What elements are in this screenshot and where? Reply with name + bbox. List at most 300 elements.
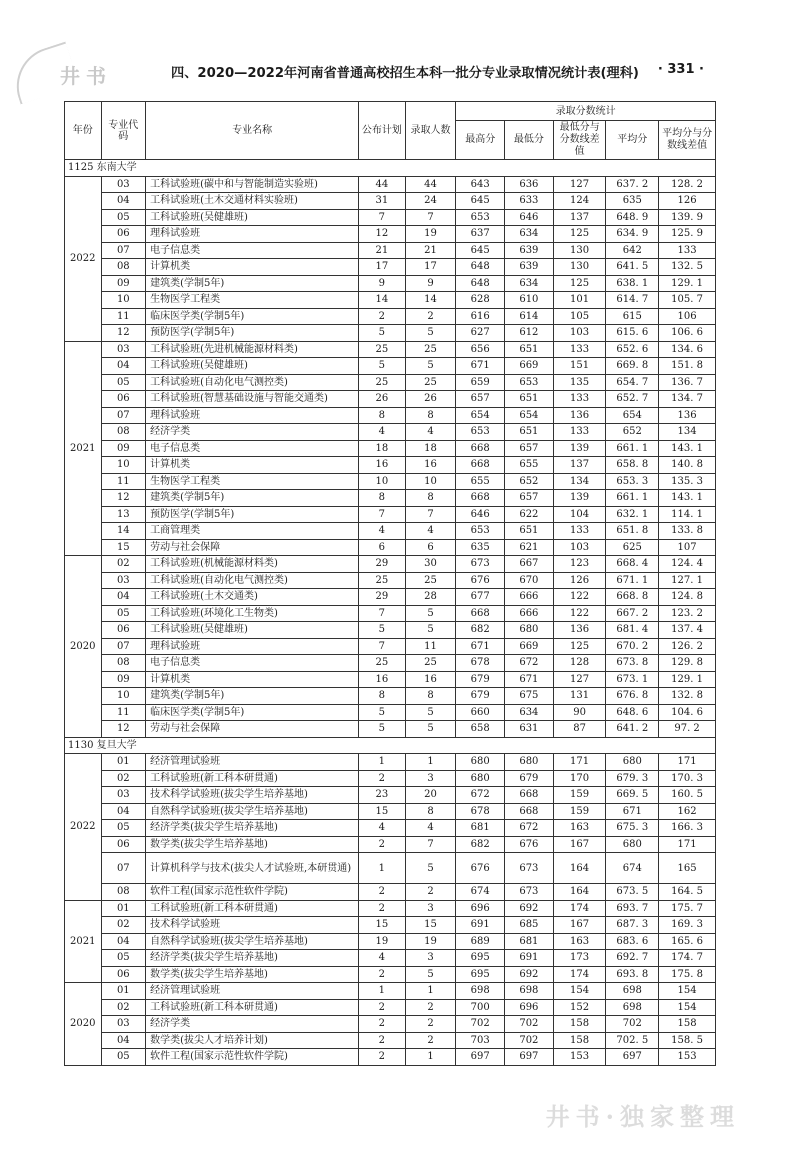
major-name-cell: 经济学类(拔尖学生培养基地) <box>146 820 359 837</box>
col-plan-header: 公布计划 <box>359 102 406 160</box>
max-score-cell: 682 <box>456 836 505 853</box>
col-score-group-header: 录取分数统计 <box>456 102 716 121</box>
table-row <box>65 523 716 540</box>
table-row <box>65 424 716 441</box>
major-code-cell: 08 <box>101 259 146 276</box>
max-score-cell: 697 <box>456 1049 505 1066</box>
avg-score-cell: 702 <box>606 1016 659 1033</box>
year-cell: 2022 <box>65 754 102 901</box>
major-name-cell: 劳动与社会保障 <box>146 539 359 556</box>
publisher-logo <box>12 56 122 96</box>
major-name-cell: 软件工程(国家示范性软件学院) <box>146 1049 359 1066</box>
avg-score-cell: 680 <box>606 754 659 771</box>
min-diff-cell: 139 <box>553 490 606 507</box>
avg-diff-cell: 107 <box>659 539 716 556</box>
avg-score-cell: 669. 5 <box>606 787 659 804</box>
min-score-cell: 634 <box>505 704 554 721</box>
avg-score-cell: 671. 1 <box>606 572 659 589</box>
min-diff-cell: 105 <box>553 308 606 325</box>
max-score-cell: 677 <box>456 589 505 606</box>
major-name-cell: 工科试验班(环境化工生物类) <box>146 605 359 622</box>
table-row <box>65 853 716 884</box>
table-row <box>65 1016 716 1033</box>
major-name-cell: 工科试验班(自动化电气测控类) <box>146 572 359 589</box>
plan-cell: 2 <box>359 900 406 917</box>
admitted-cell: 8 <box>405 490 456 507</box>
plan-cell: 8 <box>359 407 406 424</box>
avg-score-cell: 658. 8 <box>606 457 659 474</box>
admitted-cell: 1 <box>405 754 456 771</box>
min-diff-cell: 125 <box>553 226 606 243</box>
major-name-cell: 计算机类 <box>146 671 359 688</box>
min-score-cell: 646 <box>505 209 554 226</box>
plan-cell: 21 <box>359 242 406 259</box>
major-name-cell: 理科试验班 <box>146 226 359 243</box>
admitted-cell: 25 <box>405 341 456 358</box>
avg-score-cell: 648. 6 <box>606 704 659 721</box>
plan-cell: 2 <box>359 884 406 901</box>
avg-diff-cell: 132. 8 <box>659 688 716 705</box>
min-score-cell: 667 <box>505 556 554 573</box>
min-score-cell: 639 <box>505 242 554 259</box>
avg-diff-cell: 127. 1 <box>659 572 716 589</box>
table-row <box>65 242 716 259</box>
admitted-cell: 7 <box>405 506 456 523</box>
admitted-cell: 2 <box>405 884 456 901</box>
max-score-cell: 668 <box>456 490 505 507</box>
admitted-cell: 5 <box>405 605 456 622</box>
min-diff-cell: 123 <box>553 556 606 573</box>
major-code-cell: 03 <box>101 176 146 193</box>
min-score-cell: 702 <box>505 1032 554 1049</box>
major-name-cell: 电子信息类 <box>146 655 359 672</box>
plan-cell: 16 <box>359 457 406 474</box>
plan-cell: 1 <box>359 983 406 1000</box>
admitted-cell: 28 <box>405 589 456 606</box>
max-score-cell: 668 <box>456 440 505 457</box>
major-name-cell: 经济管理试验班 <box>146 983 359 1000</box>
max-score-cell: 660 <box>456 704 505 721</box>
major-name-cell: 数学类(拔尖学生培养基地) <box>146 966 359 983</box>
admitted-cell: 19 <box>405 226 456 243</box>
admitted-cell: 19 <box>405 933 456 950</box>
min-diff-cell: 134 <box>553 473 606 490</box>
min-diff-cell: 127 <box>553 671 606 688</box>
col-min-header: 最低分 <box>505 121 554 160</box>
avg-score-cell: 702. 5 <box>606 1032 659 1049</box>
min-score-cell: 679 <box>505 770 554 787</box>
avg-score-cell: 642 <box>606 242 659 259</box>
avg-score-cell: 635 <box>606 193 659 210</box>
max-score-cell: 695 <box>456 950 505 967</box>
table-row <box>65 275 716 292</box>
plan-cell: 26 <box>359 391 406 408</box>
major-code-cell: 07 <box>101 638 146 655</box>
min-score-cell: 673 <box>505 853 554 884</box>
table-row <box>65 1049 716 1066</box>
admitted-cell: 11 <box>405 638 456 655</box>
min-score-cell: 614 <box>505 308 554 325</box>
table-row <box>65 589 716 606</box>
admitted-cell: 6 <box>405 539 456 556</box>
admitted-cell: 5 <box>405 622 456 639</box>
major-name-cell: 工科试验班(机械能源材料类) <box>146 556 359 573</box>
plan-cell: 1 <box>359 754 406 771</box>
table-row <box>65 308 716 325</box>
avg-diff-cell: 134. 6 <box>659 341 716 358</box>
table-row <box>65 966 716 983</box>
major-code-cell: 01 <box>101 983 146 1000</box>
major-name-cell: 预防医学(学制5年) <box>146 506 359 523</box>
table-row <box>65 292 716 309</box>
min-score-cell: 639 <box>505 259 554 276</box>
avg-score-cell: 638. 1 <box>606 275 659 292</box>
min-score-cell: 680 <box>505 622 554 639</box>
plan-cell: 25 <box>359 341 406 358</box>
max-score-cell: 656 <box>456 341 505 358</box>
min-score-cell: 680 <box>505 754 554 771</box>
max-score-cell: 671 <box>456 358 505 375</box>
avg-score-cell: 671 <box>606 803 659 820</box>
min-score-cell: 634 <box>505 226 554 243</box>
major-name-cell: 预防医学(学制5年) <box>146 325 359 342</box>
major-name-cell: 建筑类(学制5年) <box>146 490 359 507</box>
avg-score-cell: 614. 7 <box>606 292 659 309</box>
avg-diff-cell: 123. 2 <box>659 605 716 622</box>
table-row <box>65 770 716 787</box>
avg-score-cell: 632. 1 <box>606 506 659 523</box>
min-score-cell: 655 <box>505 457 554 474</box>
min-score-cell: 657 <box>505 440 554 457</box>
avg-diff-cell: 124. 8 <box>659 589 716 606</box>
min-diff-cell: 153 <box>553 1049 606 1066</box>
plan-cell: 29 <box>359 556 406 573</box>
avg-score-cell: 651. 8 <box>606 523 659 540</box>
year-cell: 2022 <box>65 176 102 341</box>
admitted-cell: 25 <box>405 374 456 391</box>
avg-diff-cell: 169. 3 <box>659 917 716 934</box>
major-code-cell: 02 <box>101 999 146 1016</box>
max-score-cell: 653 <box>456 523 505 540</box>
max-score-cell: 668 <box>456 457 505 474</box>
footer-watermark: 井书·独家整理 <box>545 1102 740 1131</box>
plan-cell: 12 <box>359 226 406 243</box>
university-row <box>65 737 716 754</box>
table-row <box>65 704 716 721</box>
max-score-cell: 653 <box>456 209 505 226</box>
avg-score-cell: 637. 2 <box>606 176 659 193</box>
table-row <box>65 176 716 193</box>
table-row <box>65 983 716 1000</box>
admitted-cell: 16 <box>405 671 456 688</box>
max-score-cell: 672 <box>456 787 505 804</box>
min-score-cell: 631 <box>505 721 554 738</box>
avg-score-cell: 668. 4 <box>606 556 659 573</box>
avg-score-cell: 680 <box>606 836 659 853</box>
major-name-cell: 经济学类(拔尖学生培养基地) <box>146 950 359 967</box>
major-code-cell: 04 <box>101 933 146 950</box>
min-score-cell: 675 <box>505 688 554 705</box>
min-diff-cell: 133 <box>553 424 606 441</box>
min-score-cell: 666 <box>505 605 554 622</box>
max-score-cell: 680 <box>456 770 505 787</box>
major-code-cell: 12 <box>101 721 146 738</box>
min-score-cell: 673 <box>505 884 554 901</box>
min-diff-cell: 171 <box>553 754 606 771</box>
min-diff-cell: 159 <box>553 803 606 820</box>
major-code-cell: 04 <box>101 1032 146 1049</box>
avg-diff-cell: 133 <box>659 242 716 259</box>
avg-diff-cell: 164. 5 <box>659 884 716 901</box>
major-name-cell: 计算机类 <box>146 457 359 474</box>
plan-cell: 1 <box>359 853 406 884</box>
plan-cell: 8 <box>359 490 406 507</box>
admitted-cell: 4 <box>405 424 456 441</box>
admitted-cell: 3 <box>405 770 456 787</box>
max-score-cell: 654 <box>456 407 505 424</box>
avg-diff-cell: 136. 7 <box>659 374 716 391</box>
avg-diff-cell: 128. 2 <box>659 176 716 193</box>
major-code-cell: 03 <box>101 787 146 804</box>
col-admitted-header: 录取人数 <box>405 102 456 160</box>
avg-score-cell: 648. 9 <box>606 209 659 226</box>
avg-diff-cell: 165. 6 <box>659 933 716 950</box>
min-score-cell: 670 <box>505 572 554 589</box>
admitted-cell: 3 <box>405 900 456 917</box>
major-name-cell: 工科试验班(自动化电气测控类) <box>146 374 359 391</box>
plan-cell: 2 <box>359 1016 406 1033</box>
major-code-cell: 02 <box>101 770 146 787</box>
avg-score-cell: 681. 4 <box>606 622 659 639</box>
table-row <box>65 193 716 210</box>
min-diff-cell: 174 <box>553 900 606 917</box>
plan-cell: 7 <box>359 209 406 226</box>
major-name-cell: 电子信息类 <box>146 242 359 259</box>
major-code-cell: 03 <box>101 341 146 358</box>
major-code-cell: 08 <box>101 424 146 441</box>
avg-score-cell: 641. 2 <box>606 721 659 738</box>
min-score-cell: 672 <box>505 655 554 672</box>
admitted-cell: 5 <box>405 358 456 375</box>
avg-score-cell: 698 <box>606 983 659 1000</box>
table-row <box>65 622 716 639</box>
max-score-cell: 678 <box>456 655 505 672</box>
major-code-cell: 10 <box>101 457 146 474</box>
min-diff-cell: 87 <box>553 721 606 738</box>
avg-score-cell: 693. 8 <box>606 966 659 983</box>
major-name-cell: 工科试验班(新工科本研贯通) <box>146 999 359 1016</box>
avg-diff-cell: 105. 7 <box>659 292 716 309</box>
min-score-cell: 666 <box>505 589 554 606</box>
admission-table <box>64 101 716 1066</box>
admitted-cell: 17 <box>405 259 456 276</box>
admitted-cell: 5 <box>405 966 456 983</box>
avg-diff-cell: 170. 3 <box>659 770 716 787</box>
max-score-cell: 679 <box>456 671 505 688</box>
avg-score-cell: 673. 5 <box>606 884 659 901</box>
min-score-cell: 671 <box>505 671 554 688</box>
major-code-cell: 05 <box>101 374 146 391</box>
max-score-cell: 674 <box>456 884 505 901</box>
min-diff-cell: 164 <box>553 884 606 901</box>
table-row <box>65 638 716 655</box>
max-score-cell: 645 <box>456 242 505 259</box>
min-diff-cell: 159 <box>553 787 606 804</box>
admitted-cell: 1 <box>405 983 456 1000</box>
major-code-cell: 01 <box>101 900 146 917</box>
col-max-header: 最高分 <box>456 121 505 160</box>
table-row <box>65 209 716 226</box>
col-name-header: 专业名称 <box>146 102 359 160</box>
major-code-cell: 13 <box>101 506 146 523</box>
major-code-cell: 07 <box>101 242 146 259</box>
admitted-cell: 2 <box>405 999 456 1016</box>
avg-score-cell: 661. 1 <box>606 440 659 457</box>
avg-score-cell: 652 <box>606 424 659 441</box>
max-score-cell: 635 <box>456 539 505 556</box>
admitted-cell: 9 <box>405 275 456 292</box>
max-score-cell: 657 <box>456 391 505 408</box>
min-score-cell: 692 <box>505 900 554 917</box>
plan-cell: 18 <box>359 440 406 457</box>
major-name-cell: 工科试验班(土木交通材料实验班) <box>146 193 359 210</box>
min-diff-cell: 174 <box>553 966 606 983</box>
avg-diff-cell: 126 <box>659 193 716 210</box>
table-body <box>65 160 716 1066</box>
min-diff-cell: 170 <box>553 770 606 787</box>
col-avg-diff-header: 平均分与分数线差值 <box>659 121 716 160</box>
logo-swoosh-icon <box>6 42 79 105</box>
min-score-cell: 691 <box>505 950 554 967</box>
major-code-cell: 04 <box>101 193 146 210</box>
admitted-cell: 5 <box>405 721 456 738</box>
avg-diff-cell: 143. 1 <box>659 440 716 457</box>
max-score-cell: 696 <box>456 900 505 917</box>
max-score-cell: 702 <box>456 1016 505 1033</box>
major-code-cell: 06 <box>101 836 146 853</box>
min-diff-cell: 133 <box>553 391 606 408</box>
min-diff-cell: 133 <box>553 341 606 358</box>
table-row <box>65 325 716 342</box>
admitted-cell: 10 <box>405 473 456 490</box>
min-score-cell: 697 <box>505 1049 554 1066</box>
plan-cell: 5 <box>359 721 406 738</box>
plan-cell: 31 <box>359 193 406 210</box>
admitted-cell: 2 <box>405 1016 456 1033</box>
avg-score-cell: 667. 2 <box>606 605 659 622</box>
major-code-cell: 06 <box>101 226 146 243</box>
table-row <box>65 950 716 967</box>
logo-text: 井书 <box>60 64 112 88</box>
major-code-cell: 11 <box>101 704 146 721</box>
avg-diff-cell: 158. 5 <box>659 1032 716 1049</box>
min-diff-cell: 124 <box>553 193 606 210</box>
min-score-cell: 696 <box>505 999 554 1016</box>
plan-cell: 7 <box>359 506 406 523</box>
plan-cell: 15 <box>359 803 406 820</box>
major-code-cell: 12 <box>101 490 146 507</box>
table-row <box>65 754 716 771</box>
major-name-cell: 生物医学工程类 <box>146 292 359 309</box>
plan-cell: 17 <box>359 259 406 276</box>
major-name-cell: 技术科学试验班 <box>146 917 359 934</box>
admitted-cell: 44 <box>405 176 456 193</box>
avg-diff-cell: 171 <box>659 836 716 853</box>
table-row <box>65 490 716 507</box>
min-diff-cell: 136 <box>553 407 606 424</box>
major-name-cell: 经济管理试验班 <box>146 754 359 771</box>
avg-diff-cell: 158 <box>659 1016 716 1033</box>
year-cell: 2020 <box>65 983 102 1066</box>
major-code-cell: 05 <box>101 1049 146 1066</box>
table-row <box>65 374 716 391</box>
table-row <box>65 900 716 917</box>
admitted-cell: 20 <box>405 787 456 804</box>
avg-score-cell: 652. 6 <box>606 341 659 358</box>
plan-cell: 6 <box>359 539 406 556</box>
avg-score-cell: 676. 8 <box>606 688 659 705</box>
min-score-cell: 652 <box>505 473 554 490</box>
major-code-cell: 04 <box>101 358 146 375</box>
admitted-cell: 4 <box>405 820 456 837</box>
avg-diff-cell: 162 <box>659 803 716 820</box>
plan-cell: 44 <box>359 176 406 193</box>
min-diff-cell: 151 <box>553 358 606 375</box>
plan-cell: 5 <box>359 704 406 721</box>
min-diff-cell: 137 <box>553 209 606 226</box>
avg-score-cell: 670. 2 <box>606 638 659 655</box>
major-name-cell: 工科试验班(土木交通类) <box>146 589 359 606</box>
major-code-cell: 09 <box>101 440 146 457</box>
table-row <box>65 721 716 738</box>
admitted-cell: 21 <box>405 242 456 259</box>
major-name-cell: 工科试验班(新工科本研贯通) <box>146 900 359 917</box>
min-score-cell: 610 <box>505 292 554 309</box>
max-score-cell: 653 <box>456 424 505 441</box>
year-cell: 2021 <box>65 900 102 983</box>
avg-score-cell: 692. 7 <box>606 950 659 967</box>
plan-cell: 2 <box>359 999 406 1016</box>
min-diff-cell: 126 <box>553 572 606 589</box>
plan-cell: 2 <box>359 308 406 325</box>
avg-diff-cell: 160. 5 <box>659 787 716 804</box>
min-diff-cell: 127 <box>553 176 606 193</box>
university-row <box>65 160 716 177</box>
max-score-cell: 698 <box>456 983 505 1000</box>
table-row <box>65 341 716 358</box>
avg-score-cell: 683. 6 <box>606 933 659 950</box>
min-diff-cell: 103 <box>553 325 606 342</box>
plan-cell: 29 <box>359 589 406 606</box>
min-diff-cell: 104 <box>553 506 606 523</box>
admitted-cell: 2 <box>405 308 456 325</box>
avg-score-cell: 687. 3 <box>606 917 659 934</box>
max-score-cell: 643 <box>456 176 505 193</box>
max-score-cell: 682 <box>456 622 505 639</box>
admitted-cell: 2 <box>405 1032 456 1049</box>
plan-cell: 4 <box>359 523 406 540</box>
min-score-cell: 633 <box>505 193 554 210</box>
max-score-cell: 628 <box>456 292 505 309</box>
table-row <box>65 803 716 820</box>
admitted-cell: 5 <box>405 704 456 721</box>
plan-cell: 7 <box>359 605 406 622</box>
major-name-cell: 计算机科学与技术(拔尖人才试验班,本研贯通) <box>146 853 359 884</box>
avg-score-cell: 615. 6 <box>606 325 659 342</box>
avg-diff-cell: 143. 1 <box>659 490 716 507</box>
min-score-cell: 654 <box>505 407 554 424</box>
max-score-cell: 676 <box>456 572 505 589</box>
